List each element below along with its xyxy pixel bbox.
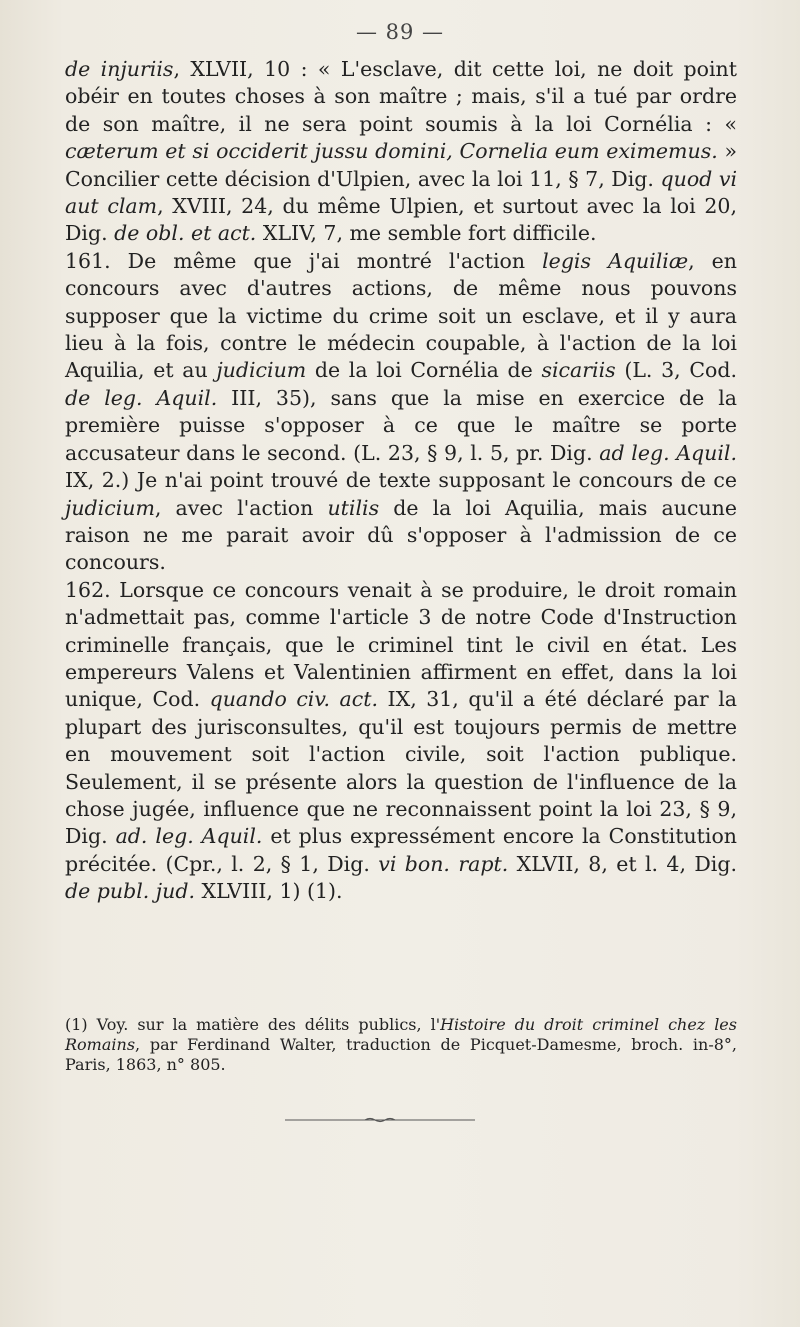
italic-text: legis Aquiliæ <box>542 248 689 273</box>
paragraph <box>65 56 737 248</box>
text-run: XLIV, 7, me semble fort difficile. <box>256 221 597 246</box>
paragraph <box>65 248 737 577</box>
italic-text: de leg. Aquil. <box>65 385 218 410</box>
italic-text: utilis <box>327 495 380 520</box>
italic-text: Histoire du droit criminel chez les Romains <box>65 1015 737 1054</box>
text-run: XLVII, 8, et l. 4, Dig. <box>508 851 737 876</box>
italic-text: judicium <box>65 495 155 520</box>
page-number: — 89 — <box>355 20 445 44</box>
text-run: de la loi Aquilia, mais aucune raison ne me parait avoir dû s'opposer à l'admission de ce concours. <box>65 495 738 575</box>
text-run: , en concours avec d'autres actions, de même nous pouvons supposer que la victime du crime soit un esclave, et il y aura lieu à la fois, contre le médecin coupable, à l'action de la loi Aquilia, et au <box>65 248 737 383</box>
text-run: 162. Lorsque ce concours venait à se produire, le droit romain n'admettait pas, comme l'article 3 de notre Code d'Instruction criminelle français, que le criminel tint le civil en état. Les empereurs Valens et Valentinien affirment en effet, dans la loi unique, Cod. <box>65 577 737 712</box>
text-run: , avec l'action <box>154 495 328 520</box>
text-run: XLVIII, 1) (1). <box>195 879 343 904</box>
italic-text: ad leg. Aquil. <box>599 440 737 465</box>
text-run: » Concilier cette décision d'Ulpien, avec la loi 11, § 7, Dig. <box>65 139 738 191</box>
paragraph <box>65 577 737 906</box>
body-text <box>65 56 737 906</box>
italic-text: de publ. jud. <box>65 879 196 904</box>
italic-text: ad. leg. Aquil. <box>115 824 263 849</box>
italic-text: de obl. et act. <box>114 221 257 246</box>
italic-text: cæterum et si occiderit jussu domini, Cornelia eum eximemus. <box>65 139 718 164</box>
text-run: , XVIII, 24, du même Ulpien, et surtout avec la loi 20, Dig. <box>65 194 737 246</box>
italic-text: vi bon. rapt. <box>378 851 509 876</box>
text-run: (L. 3, Cod. <box>615 358 737 383</box>
italic-text: judicium <box>216 358 307 383</box>
text-run: (1) Voy. sur la matière des délits publics, l' <box>65 1015 441 1034</box>
italic-text: de injuriis <box>65 57 174 81</box>
italic-text: quando civ. act. <box>209 687 378 712</box>
text-run: III, 35), sans que la mise en exercice de la première puisse s'opposer à ce que le maître se porte accusateur dans le second. (L. 23, § 9, l. 5, pr. Dig. <box>65 385 737 465</box>
ornamental-rule <box>285 1117 475 1123</box>
text-run: 161. De même que j'ai montré l'action <box>65 248 543 273</box>
italic-text: quod vi aut clam <box>65 166 737 219</box>
text-run: IX, 2.) Je n'ai point trouvé de texte supposant le concours de ce <box>65 468 737 493</box>
text-run: IX, 31, qu'il a été déclaré par la plupart des jurisconsultes, qu'il est toujours permis de mettre en mouvement soit l'action civile, soit l'action publique. Seulement, il se présente alors la question de l'influence de la chose jugée, influence que ne reconnaissent point la loi 23, § 9, Dig. <box>65 687 737 849</box>
text-run: , XLVII, 10 : « L'esclave, dit cette loi, ne doit point obéir en toutes choses à son maître ; mais, s'il a tué par ordre de son maître, il ne sera point soumis à la loi Cornélia : « <box>65 57 737 136</box>
text-run: , par Ferdinand Walter, traduction de Picquet-Damesme, broch. in-8°, Paris, 1863, n° 805. <box>65 1035 737 1074</box>
text-run: de la loi Cornélia de <box>306 358 542 383</box>
text-run: et plus expressément encore la Constitution précitée. (Cpr., l. 2, § 1, Dig. <box>65 824 737 876</box>
italic-text: sicariis <box>541 358 616 383</box>
footnote <box>65 1015 737 1075</box>
